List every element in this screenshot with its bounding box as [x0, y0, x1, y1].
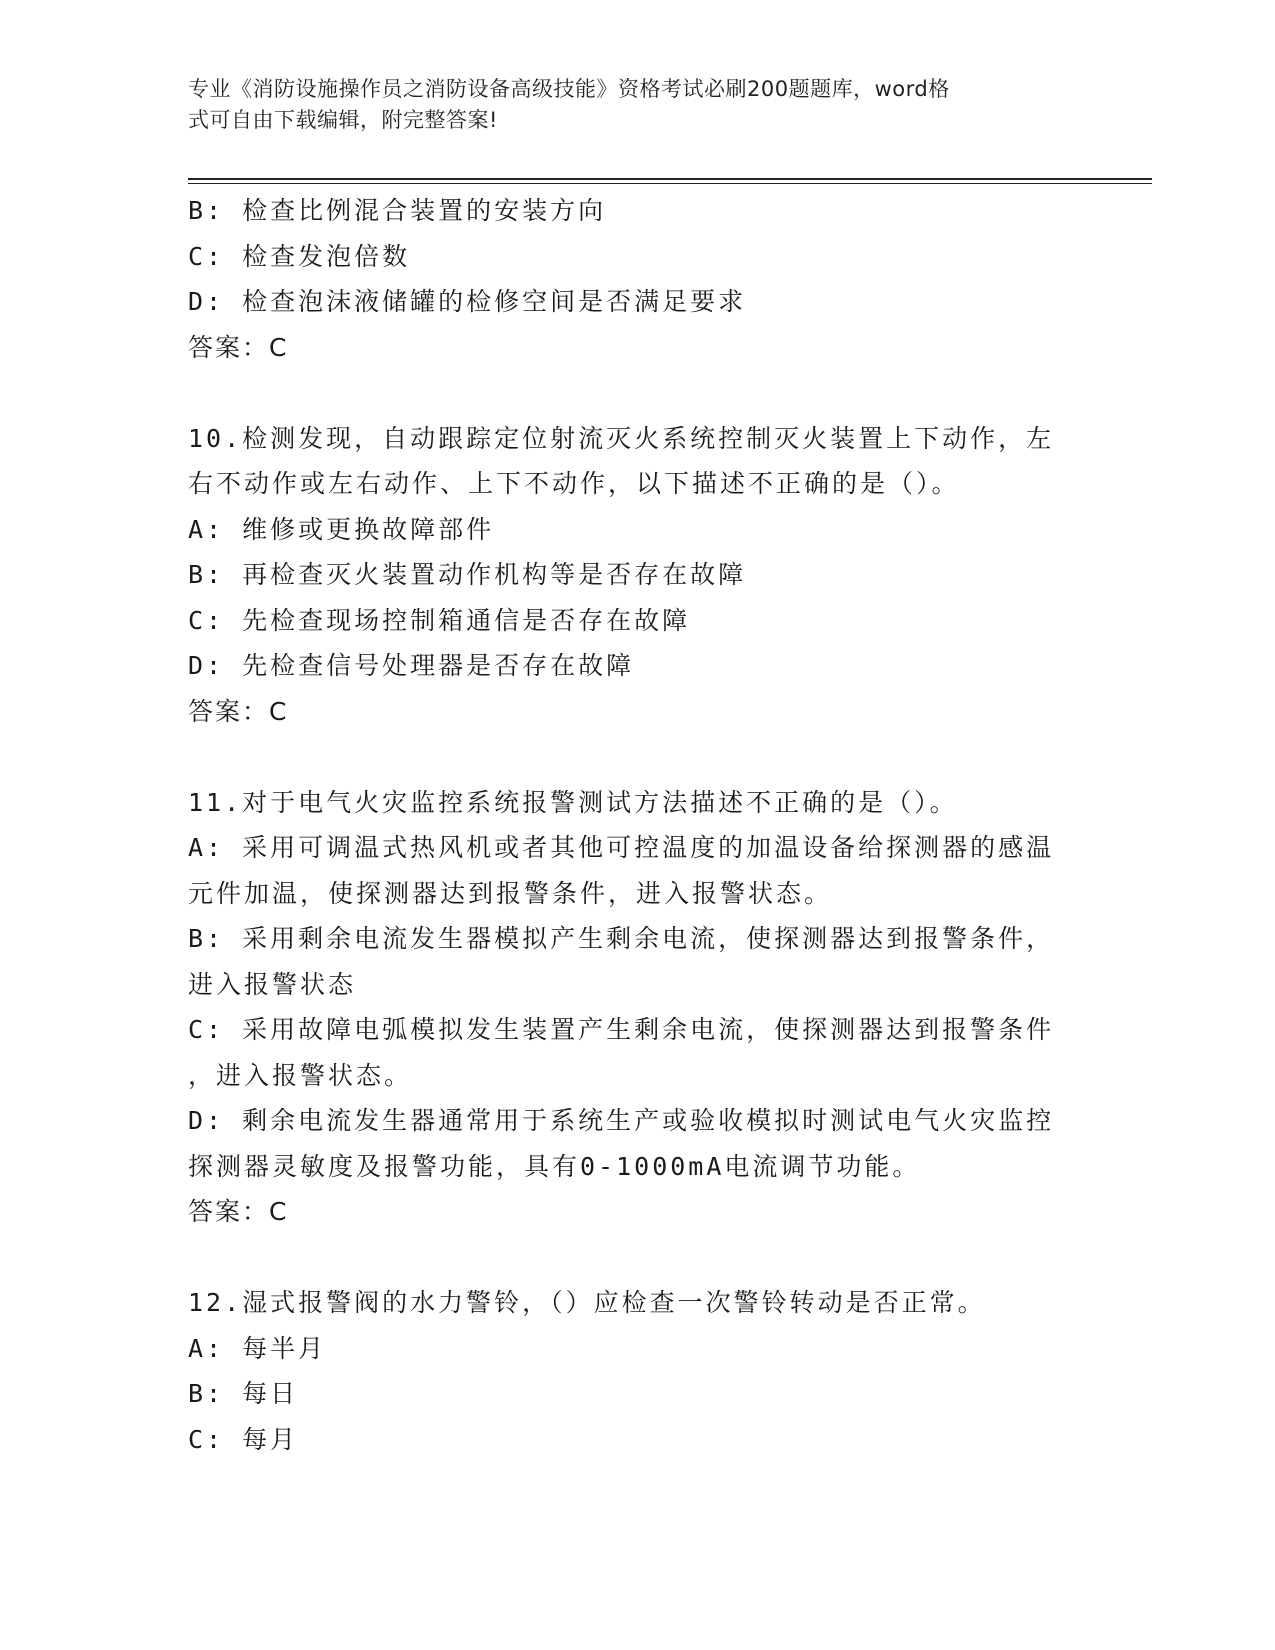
q9-answer: 答案：C [188, 332, 289, 362]
q10-stem-line-2: 右不动作或左右动作、上下不动作，以下描述不正确的是（）。 [188, 469, 960, 498]
q11-option-b-line-2: 进入报警状态 [188, 969, 357, 999]
q10-option-c: C: 先检查现场控制箱通信是否存在故障 [188, 605, 691, 635]
header-line-2: 式可自由下载编辑，附完整答案! [188, 108, 498, 132]
spacer [188, 370, 1088, 416]
q11-option-c-line-1: C: 采用故障电弧模拟发生装置产生剩余电流，使探测器达到报警条件 [188, 1015, 1055, 1044]
document-header [188, 74, 1068, 136]
q9-option-d: D: 检查泡沫液储罐的检修空间是否满足要求 [188, 287, 747, 316]
q9-option-c: C: 检查发泡倍数 [188, 241, 411, 271]
question-9-partial [188, 188, 1088, 370]
q11-answer: 答案：C [188, 1197, 289, 1226]
q11-option-b-line-1: B: 采用剩余电流发生器模拟产生剩余电流，使探测器达到报警条件， [188, 924, 1055, 953]
q12-option-c: C: 每月 [188, 1424, 299, 1454]
question-11 [188, 780, 1088, 1235]
q10-answer: 答案：C [188, 696, 289, 726]
spacer [188, 1235, 1088, 1281]
q10-stem-line-1: 10.检测发现，自动跟踪定位射流灭火系统控制灭火装置上下动作，左 [188, 423, 1055, 453]
spacer [188, 734, 1088, 780]
q10-option-a: A: 维修或更换故障部件 [188, 514, 495, 544]
q11-option-a-line-1: A: 采用可调温式热风机或者其他可控温度的加温设备给探测器的感温 [188, 833, 1055, 862]
q11-stem: 11.对于电气火灾监控系统报警测试方法描述不正确的是（）。 [188, 787, 958, 817]
document-body [188, 188, 1088, 1462]
header-divider-thin [188, 183, 1152, 184]
q11-option-d-line-2: 探测器灵敏度及报警功能，具有0-1000mA电流调节功能。 [188, 1151, 921, 1181]
question-12 [188, 1280, 1088, 1462]
header-divider-thick [188, 178, 1152, 180]
q12-stem: 12.湿式报警阀的水力警铃，（）应检查一次警铃转动是否正常。 [188, 1288, 986, 1317]
q10-option-d: D: 先检查信号处理器是否存在故障 [188, 651, 635, 680]
question-10 [188, 416, 1088, 735]
q12-option-a: A: 每半月 [188, 1333, 327, 1363]
q11-option-a-line-2: 元件加温，使探测器达到报警条件，进入报警状态。 [188, 878, 833, 908]
q9-option-b: B: 检查比例混合装置的安装方向 [188, 196, 607, 225]
header-line-1: 专业《消防设施操作员之消防设备高级技能》资格考试必刷200题题库，word格 [188, 77, 950, 101]
q11-option-d-line-1: D: 剩余电流发生器通常用于系统生产或验收模拟时测试电气火灾监控 [188, 1106, 1055, 1135]
q10-option-b: B: 再检查灭火装置动作机构等是否存在故障 [188, 560, 747, 589]
q11-option-c-line-2: ，进入报警状态。 [188, 1060, 413, 1090]
q12-option-b: B: 每日 [188, 1379, 299, 1408]
